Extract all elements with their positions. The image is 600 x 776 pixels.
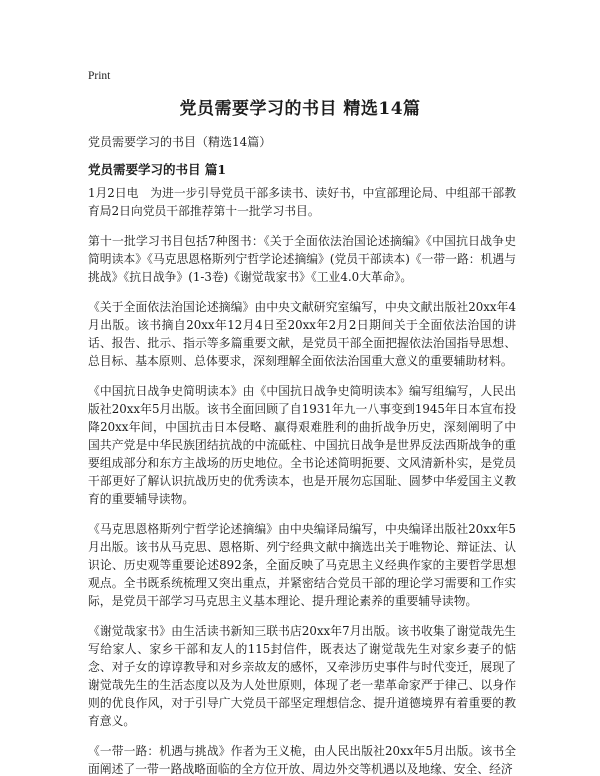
article-body — [88, 184, 516, 776]
paragraph: 《谢觉哉家书》由生活读书新知三联书店20xx年7月出版。该书收集了谢觉哉先生写给家人、家乡干部和友人的115封信件，既表达了谢觉哉先生对家乡妻子的惦念、对子女的谆谆教导和对乡亲故友的感怀，又牵涉历史事件与时代变迁，展现了谢觉哉先生的生活态度以及为人处世原则，体现了老一辈革命家严于律己、以身作则的优良作风，对于引导广大党员干部坚定理想信念、提升道德境界有着重要的教育意义。 — [88, 624, 516, 728]
document-subtitle: 党员需要学习的书目（精选14篇） — [88, 135, 272, 149]
paragraph: 《马克思恩格斯列宁哲学论述摘编》由中央编译局编写，中央编译出版社20xx年5月出版。该书从马克思、恩格斯、列宁经典文献中摘选出关于唯物论、辩证法、认识论、历史观等重要论述892条，全面反映了马克思主义经典作家的主要哲学思想观点。全书既系统梳理又突出重点，并紧密结合党员干部的理论学习需要和工作实际，是党员干部学习马克思主义基本理论、提升理论素养的重要辅导读物。 — [88, 522, 516, 608]
paragraph: 《一带一路：机遇与挑战》作者为王义桅，由人民出版社20xx年5月出版。该书全面阐述了一带一路战略面临的全方位开放、周边外交等机遇以及地缘、安全、经济 — [88, 744, 516, 776]
paragraph: 1月2日电 为进一步引导党员干部多读书、读好书，中宣部理论局、中组部干部教育局2日向党员干部推荐第十一批学习书目。 — [88, 186, 516, 218]
paragraph: 《中国抗日战争史简明读本》由《中国抗日战争史简明读本》编写组编写，人民出版社20xx年5月出版。该书全面回顾了自1931年九一八事变到1945年日本宣布投降20xx年间，中国抗击日本侵略、赢得艰难胜利的曲折战争历史，深刻阐明了中国共产党是中华民族团结抗战的中流砥柱、中国抗日战争是世界反法西斯战争的重要组成部分和东方主战场的历史地位。全书论述简明扼要、文风清新朴实，是党员干部更好了解认识抗战历史的优秀读本，也是开展勿忘国耻、圆梦中华爱国主义教育的重要辅导读物。 — [88, 384, 516, 506]
page-title: 党员需要学习的书目 精选14篇 — [179, 99, 421, 119]
paragraph: 第十一批学习书目包括7种图书：《关于全面依法治国论述摘编》《中国抗日战争史简明读本》《马克思恩格斯列宁哲学论述摘编》(党员干部读本)《一带一路：机遇与挑战》《抗日战争》(1-3卷)《谢觉哉家书》《工业4.0大革命》。 — [88, 234, 516, 284]
section-heading: 党员需要学习的书目 篇1 — [88, 162, 227, 177]
paragraph: 《关于全面依法治国论述摘编》由中央文献研究室编写，中央文献出版社20xx年4月出版。该书摘自20xx年12月4日至20xx年2月2日期间关于全面依法治国的讲话、报告、批示、指示等多篇重要文献，是党员干部全面把握依法治国指导思想、总目标、基本原则、总体要求，深刻理解全面依法治国重大意义的重要辅助材料。 — [88, 300, 516, 368]
print-link[interactable]: Print — [88, 70, 111, 82]
